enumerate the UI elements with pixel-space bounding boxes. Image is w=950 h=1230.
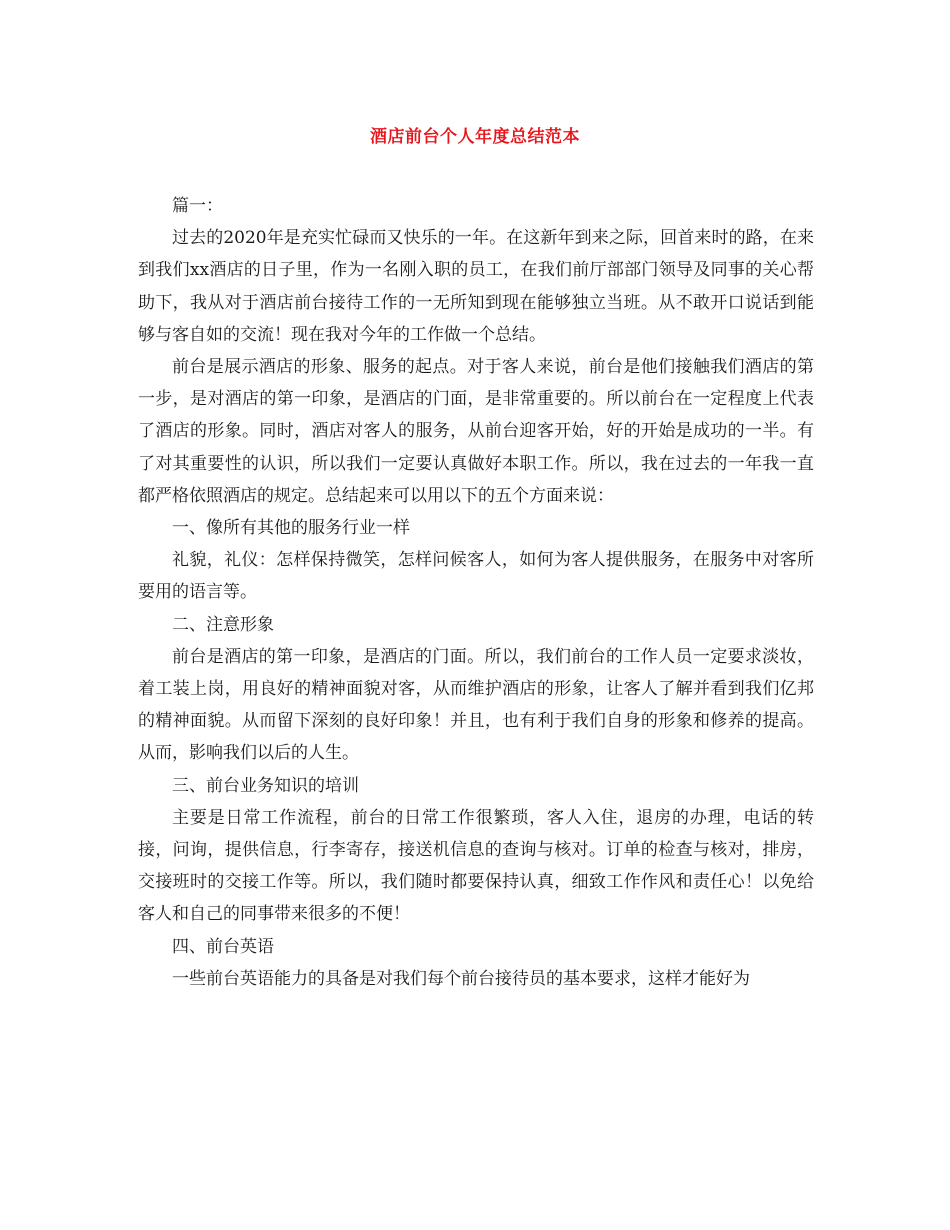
section-heading: 二、注意形象 (172, 614, 274, 635)
paragraph: 篇一： (172, 196, 223, 216)
paragraph: 过去的2020年是充实忙碌而又快乐的一年。在这新年到来之际，回首来时的路，在来到我们xx酒店的日子里，作为一名刚入职的员工，在我们前厅部部门领导及同事的关心帮助下，我从对于酒店前台接待工作的一无所知到现在能够独立当班。从不敢开口说话到能够与客自如的交流！现在我对今年的工作做一个总结。 (138, 228, 814, 345)
paragraph: 前台是展示酒店的形象、服务的起点。对于客人来说，前台是他们接触我们酒店的第一步，是对酒店的第一印象，是酒店的门面，是非常重要的。所以前台在一定程度上代表了酒店的形象。同时，酒店对客人的服务，从前台迎客开始，好的开始是成功的一半。有了对其重要性的认识，所以我们一定要认真做好本职工作。所以，我在过去的一年我一直都严格依照酒店的规定。总结起来可以用以下的五个方面来说： (138, 357, 814, 506)
paragraph: 主要是日常工作流程，前台的日常工作很繁琐，客人入住，退房的办理，电话的转接，问询，提供信息，行李寄存，接送机信息的查询与核对。订单的检查与核对，排房，交接班时的交接工作等。所以，我们随时都要保持认真，细致工作作风和责任心！以免给客人和自己的同事带来很多的不便！ (138, 807, 814, 925)
section-heading: 三、前台业务知识的培训 (172, 775, 359, 796)
document-body (138, 190, 814, 995)
paragraph: 一些前台英语能力的具备是对我们每个前台接待员的基本要求，这样才能好为 (172, 968, 750, 989)
document-title: 酒店前台个人年度总结范本 (370, 127, 580, 147)
paragraph: 前台是酒店的第一印象，是酒店的门面。所以，我们前台的工作人员一定要求淡妆，着工装上岗，用良好的精神面貌对客，从而维护酒店的形象，让客人了解并看到我们亿邦的精神面貌。从而留下深刻的良好印象！并且，也有利于我们自身的形象和修养的提高。从而，影响我们以后的人生。 (138, 646, 814, 764)
section-heading: 一、像所有其他的服务行业一样 (172, 518, 410, 539)
paragraph: 礼貌，礼仪：怎样保持微笑，怎样问候客人，如何为客人提供服务，在服务中对客所要用的语言等。 (138, 550, 814, 603)
section-heading: 四、前台英语 (172, 936, 274, 957)
